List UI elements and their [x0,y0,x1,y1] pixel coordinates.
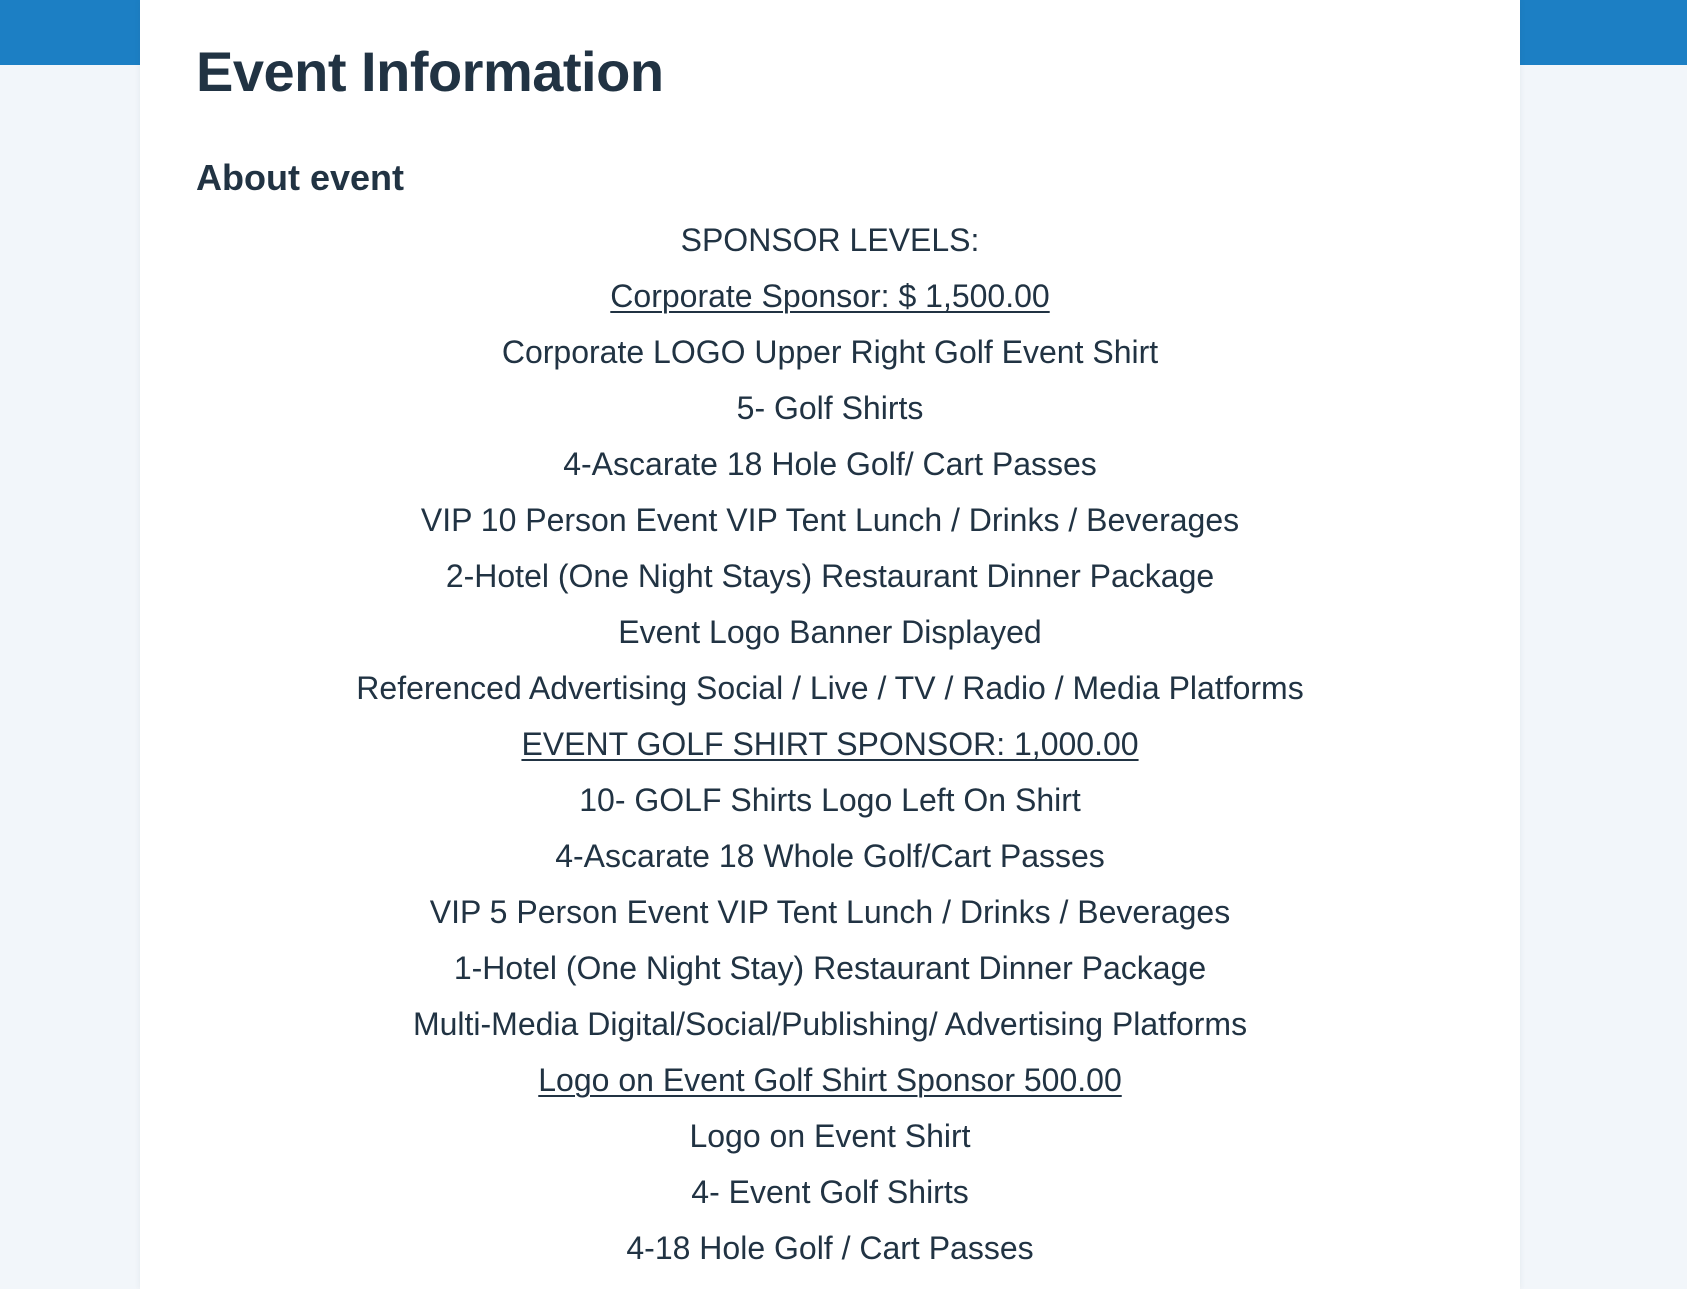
about-event-line: 4-18 Hole Golf / Cart Passes [626,1230,1034,1266]
about-event-line: Referenced Advertising Social / Live / TV / Radio / Media Platforms [356,670,1304,706]
about-event-line: SPONSOR LEVELS: [680,222,980,258]
about-event-line: 1-Hotel (One Night Stay) Restaurant Dinner Package [453,950,1207,986]
about-event-line: 4- Event Golf Shirts [691,1174,969,1210]
event-info-card [140,0,1520,1289]
about-event-line: Multi-Media Digital/Social/Publishing/ Advertising Platforms [412,1006,1248,1042]
about-event-line: 2-Hotel (One Night Stays) Restaurant Dinner Package [445,558,1215,594]
sponsor-level-heading: Logo on Event Golf Shirt Sponsor 500.00 [538,1062,1122,1098]
about-event-line: 5- Golf Shirts [736,390,924,426]
about-event-line: VIP 10 Person Event VIP Tent Lunch / Drinks / Beverages [420,502,1240,538]
sponsor-level-heading: EVENT GOLF SHIRT SPONSOR: 1,000.00 [521,726,1139,762]
about-event-line: 4-Ascarate 18 Hole Golf/ Cart Passes [563,446,1097,482]
about-event-line: 10- GOLF Shirts Logo Left On Shirt [579,782,1081,818]
about-event-line: 4-Ascarate 18 Whole Golf/Cart Passes [555,838,1105,874]
about-event-heading: About event [196,157,405,198]
about-event-line: Logo on Event Shirt [689,1118,971,1154]
about-event-description [196,212,1464,1276]
about-event-line: Corporate LOGO Upper Right Golf Event Shirt [501,334,1159,370]
about-event-line: VIP 5 Person Event VIP Tent Lunch / Drinks / Beverages [429,894,1231,930]
about-event-line: Event Logo Banner Displayed [618,614,1042,650]
sponsor-level-heading: Corporate Sponsor: $ 1,500.00 [610,278,1050,314]
page-title: Event Information [196,40,664,103]
